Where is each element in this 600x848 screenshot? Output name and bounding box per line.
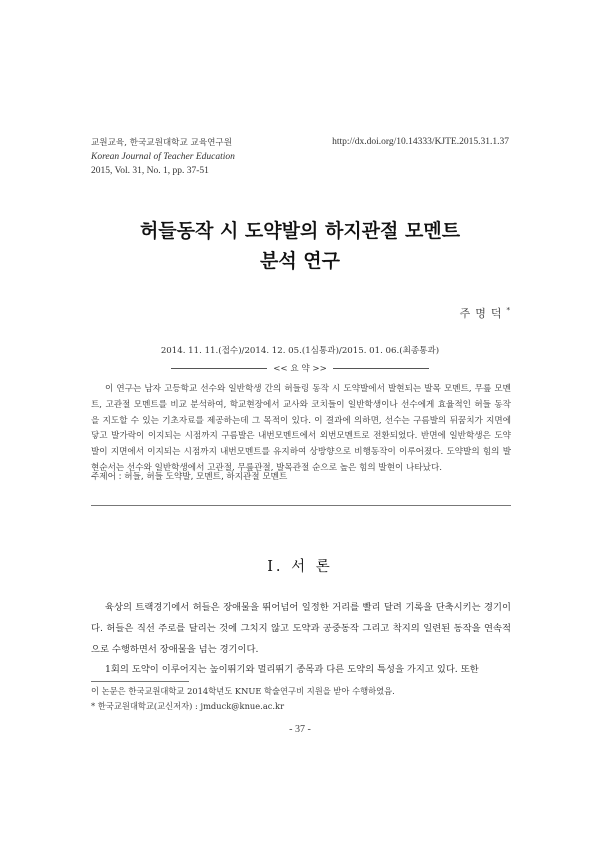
journal-header (91, 136, 235, 178)
heading-rule-right (333, 368, 429, 369)
journal-name-korean: 교원교육, 한국교원대학교 교육연구원 (91, 138, 233, 148)
heading-rule-left (171, 368, 267, 369)
paragraph: 육상의 트랙경기에서 허들은 장애물을 뛰어넘어 일정한 거리를 빨리 달려 기록을 단축시키는 경기이다. 허들은 직선 주로를 달리는 것에 그치지 않고 도약과 공중동작 그리고 착지의 일련된 동작을 연속적으로 수행하면서 장애물을 넘는 경기이다. (91, 602, 511, 655)
keywords-divider (91, 505, 511, 506)
footnote-corresponding-author: * 한국교원대학교(교신저자) : jmduck@knue.ac.kr (91, 701, 285, 711)
journal-name-english: Korean Journal of Teacher Education (91, 152, 235, 162)
title-line-1: 허들동작 시 도약발의 하지관절 모멘트 (139, 220, 461, 242)
body-text (91, 598, 511, 681)
section-title: Ⅰ. 서 론 (267, 559, 333, 575)
author-mark: * (506, 306, 510, 315)
paragraph: 1회의 도약이 이루어지는 높이뛰기와 멀리뛰기 종목과 다른 도약의 특성을 가지고 있다. 또한 (105, 664, 479, 676)
paper-title (0, 216, 600, 276)
abstract-text: 이 연구는 남자 고등학교 선수와 일반학생 간의 허들링 동작 시 도약발에서 발현되는 발목 모멘트, 무릎 모멘트, 고관절 모멘트를 비교 분석하여, 학교현장에서 교사와 코치들이 일반학생이나 선수에게 효율적인 허들 동작을 지도할 수 있는 기초자료를 제공하는데 그 목적이 있다. 이 결과에 의하면, 선수는 구름발의 뒤꿈치가 지면에 닿고 발가락이 이지되는 시점까지 구름발은 내번모멘트에서 외번모멘트로 전환되었다. 반면에 일반학생은 도약발이 지면에서 이지되는 시점까지 내번모멘트를 유지하여 상방향으로 비행동작이 이루어졌다. 도약발의 힘의 발현순서는 선수와 일반학생에서 고관절, 무릎관절, 발목관절 순으로 높은 힘의 발현이 나타났다. (91, 384, 511, 473)
journal-volume: 2015, Vol. 31, No. 1, pp. 37-51 (91, 166, 209, 176)
footnote-funding: 이 논문은 한국교원대학교 2014학년도 KNUE 학술연구비 지원을 받아 수행하였음. (91, 686, 395, 696)
title-line-2: 분석 연구 (259, 250, 341, 272)
footnotes (91, 684, 395, 714)
keywords: 주제어 : 허들, 허들 도약발, 모멘트, 하지관절 모멘트 (91, 472, 288, 482)
abstract-heading (0, 362, 600, 374)
doi-link[interactable]: http://dx.doi.org/10.14333/KJTE.2015.31.1.37 (332, 137, 509, 147)
footnote-divider (91, 681, 189, 682)
abstract-heading-label: << 요 약 >> (273, 364, 327, 374)
author (460, 305, 510, 321)
submission-dates: 2014. 11. 11.(접수)/2014. 12. 05.(1심통과)/2015. 01. 06.(최종통과) (160, 346, 440, 356)
page-number: - 37 - (289, 724, 311, 735)
author-name: 주명덕 (459, 307, 507, 320)
